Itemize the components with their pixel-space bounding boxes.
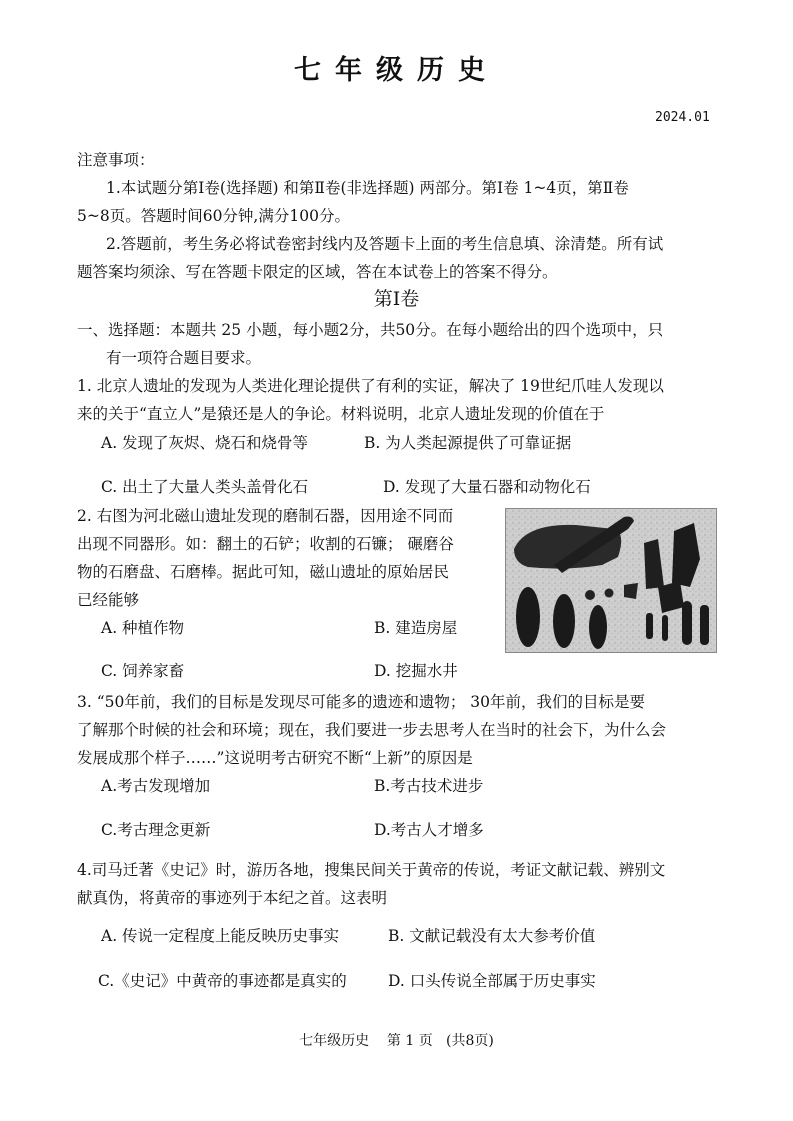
question-3-option-d: D.考古人才增多 <box>374 821 484 839</box>
notice-heading: 注意事项： <box>77 151 155 169</box>
question-1-option-d: D. 发现了大量石器和动物化石 <box>383 478 591 496</box>
small-stone-2 <box>605 589 614 598</box>
question-2-line-3: 物的石磨盘、石磨棒。据此可知，磁山遗址的原始居民 <box>77 563 450 581</box>
rod-2 <box>662 615 668 641</box>
spade-2 <box>553 594 575 648</box>
exam-date: 2024.01 <box>655 110 710 125</box>
question-3-option-c: C.考古理念更新 <box>101 821 211 839</box>
question-3-line-3: 发展成那个样子……”这说明考古研究不断“上新”的原因是 <box>77 749 473 767</box>
rod-4 <box>700 605 709 645</box>
question-4-line-1: 4.司马迁著《史记》时，游历各地，搜集民间关于黄帝的传说，考证文献记载、辨别文 <box>77 861 666 879</box>
question-2-line-4: 已经能够 <box>77 591 140 609</box>
question-3-line-2: 了解那个时候的社会和环境；现在，我们要进一步去思考人在当时的社会下，为什么会 <box>77 721 667 739</box>
rod-1 <box>646 613 653 639</box>
section-instructions-line-2: 有一项符合题目要求。 <box>106 349 262 367</box>
question-2-line-2: 出现不同器形。如：翻土的石铲；收割的石镰； 碾磨谷 <box>77 535 454 553</box>
question-2-option-a: A. 种植作物 <box>101 619 185 637</box>
question-4-option-b: B. 文献记载没有太大参考价值 <box>388 927 596 945</box>
question-3-option-b: B.考古技术进步 <box>374 777 484 795</box>
notice-item-2-line-2: 题答案均须涂、写在答题卡限定的区域，答在本试卷上的答案不得分。 <box>77 263 558 281</box>
notice-item-2-line-1: 2.答题前，考生务必将试卷密封线内及答题卡上面的考生信息填、涂清楚。所有试 <box>106 235 664 253</box>
section-instructions-line-1: 一、选择题：本题共 25 小题，每小题2分，共50分。在每小题给出的四个选项中，只 <box>77 321 664 339</box>
question-2-line-1: 2. 右图为河北磁山遗址发现的磨制石器，因用途不同而 <box>77 507 454 525</box>
rod-3 <box>682 601 692 645</box>
question-2-option-b: B. 建造房屋 <box>374 619 458 637</box>
question-3-line-1: 3. “50年前，我们的目标是发现尽可能多的遗迹和遗物； 30年前，我们的目标是要 <box>77 693 646 711</box>
stone-tools-illustration <box>506 509 716 652</box>
question-1-option-a: A. 发现了灰烬、烧石和烧骨等 <box>101 434 309 452</box>
small-stone-1 <box>585 590 595 600</box>
page-title: 七年级历史 <box>294 55 499 86</box>
spade-3 <box>589 605 607 649</box>
volume-title: 第Ⅰ卷 <box>373 288 420 310</box>
question-1-option-b: B. 为人类起源提供了可靠证据 <box>364 434 572 452</box>
question-4-option-d: D. 口头传说全部属于历史事实 <box>388 972 596 990</box>
notice-item-1-line-2: 5~8页。答题时间60分钟,满分100分。 <box>77 207 350 225</box>
question-4-option-c: C.《史记》中黄帝的事迹都是真实的 <box>98 972 347 990</box>
page-footer: 七年级历史 第 1 页 (共8页) <box>299 1033 494 1049</box>
question-4-option-a: A. 传说一定程度上能反映历史事实 <box>101 927 340 945</box>
question-2-option-d: D. 挖掘水井 <box>374 662 458 680</box>
question-1-option-c: C. 出土了大量人类头盖骨化石 <box>101 478 309 496</box>
question-1-line-2: 来的关于“直立人”是猿还是人的争论。材料说明，北京人遗址发现的价值在于 <box>77 405 605 423</box>
stone-tools-photo <box>505 508 717 653</box>
question-2-option-c: C. 饲养家畜 <box>101 662 185 680</box>
small-stone-3 <box>624 583 638 599</box>
question-3-option-a: A.考古发现增加 <box>101 777 211 795</box>
question-1-line-1: 1. 北京人遗址的发现为人类进化理论提供了有利的实证，解决了 19世纪爪哇人发现以 <box>77 377 664 395</box>
notice-item-1-line-1: 1.本试题分第Ⅰ卷(选择题) 和第Ⅱ卷(非选择题) 两部分。第Ⅰ卷 1~4页，第Ⅱ卷 <box>106 179 629 197</box>
spade-1 <box>516 587 540 647</box>
question-4-line-2: 献真伪，将黄帝的事迹列于本纪之首。这表明 <box>77 889 388 907</box>
